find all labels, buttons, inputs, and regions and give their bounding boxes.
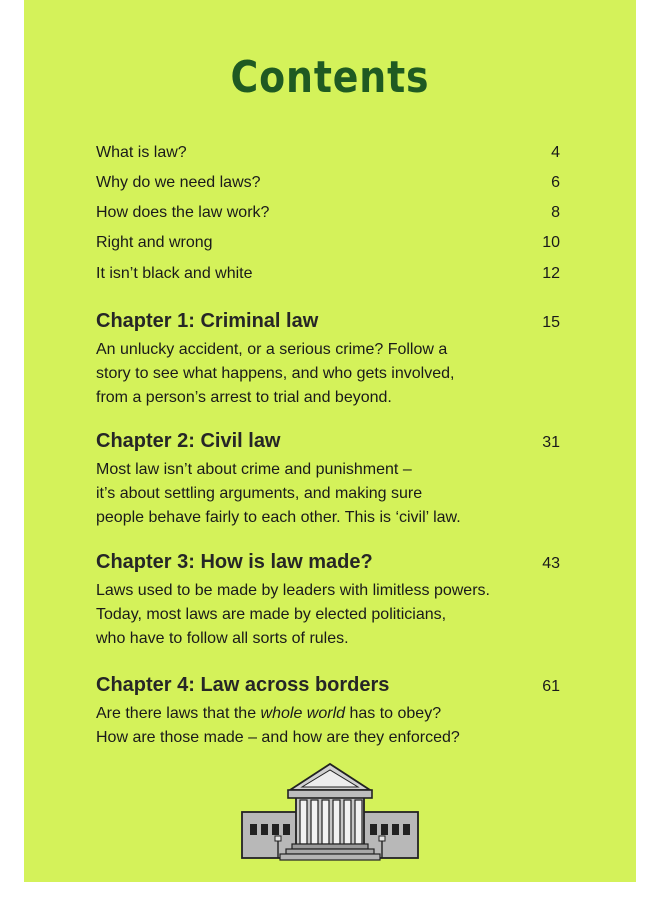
toc-entry[interactable] [96,265,560,287]
chapter-entry[interactable] [96,310,560,410]
chapter-description [96,458,560,530]
toc-entry[interactable] [96,174,560,196]
description-line: Today, most laws are made by elected politicians, [96,606,447,623]
description-line: Are there laws that the whole world has to obey? [96,705,442,722]
chapter-title: Chapter 1: Criminal law [96,310,319,332]
chapter-entry[interactable] [96,430,560,530]
chapter-title: Chapter 2: Civil law [96,430,281,452]
chapter-page: 43 [542,555,560,572]
description-line: from a person’s arrest to trial and beyond. [96,389,392,406]
description-line: An unlucky accident, or a serious crime? Follow a [96,341,448,358]
description-line: story to see what happens, and who gets involved, [96,365,455,382]
description-line: How are those made – and how are they enforced? [96,729,460,746]
toc-entry[interactable] [96,144,560,166]
description-line: who have to follow all sorts of rules. [96,630,349,647]
description-line: people behave fairly to each other. This is ‘civil’ law. [96,509,461,526]
toc-entry-page: 4 [551,144,560,161]
toc-entry-label: It isn’t black and white [96,265,253,282]
toc-entry-label: Right and wrong [96,234,213,251]
chapter-description [96,579,560,651]
chapter-page: 15 [542,314,560,331]
toc-entry-label: Why do we need laws? [96,174,261,191]
chapter-page: 61 [542,678,560,695]
toc-entry[interactable] [96,234,560,256]
contents-page [24,0,636,882]
toc-entry-label: How does the law work? [96,204,270,221]
description-line: Most law isn’t about crime and punishment – [96,461,412,478]
toc-entry-page: 12 [542,265,560,282]
toc-entry-page: 8 [551,204,560,221]
page-title: Contents [230,52,430,103]
toc-entry-page: 6 [551,174,560,191]
toc-entry-label: What is law? [96,144,187,161]
chapter-title: Chapter 3: How is law made? [96,551,373,573]
description-line: Laws used to be made by leaders with limitless powers. [96,582,490,599]
toc-entry[interactable] [96,204,560,226]
chapter-description [96,702,560,750]
chapter-description [96,338,560,410]
courthouse-icon [240,760,420,868]
chapter-page: 31 [542,434,560,451]
description-line: it’s about settling arguments, and making sure [96,485,423,502]
chapter-entry[interactable] [96,674,560,750]
chapter-entry[interactable] [96,551,560,651]
toc-entry-page: 10 [542,234,560,251]
chapter-title: Chapter 4: Law across borders [96,674,390,696]
